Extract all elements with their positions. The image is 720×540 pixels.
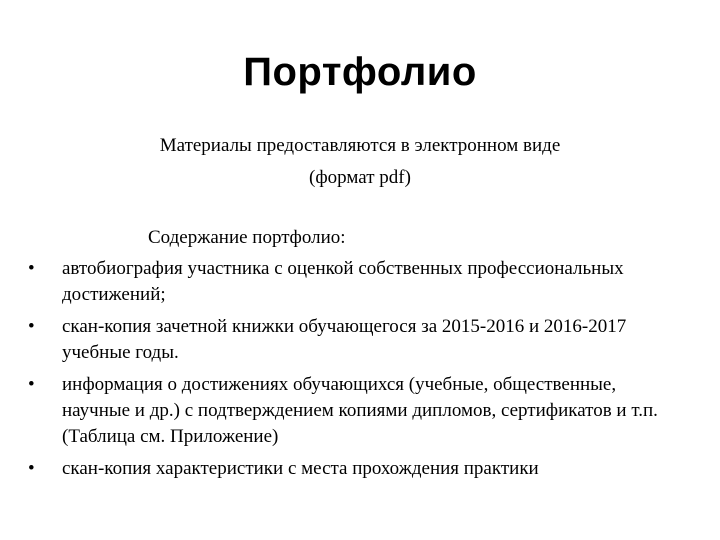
subtitle-line-2: (формат pdf)	[309, 167, 411, 188]
list-item	[28, 256, 668, 308]
bullet-icon: •	[28, 458, 35, 479]
bullet-icon: •	[28, 258, 35, 279]
bullet-list	[28, 256, 668, 488]
bullet-icon: •	[28, 316, 35, 337]
list-item	[28, 314, 668, 366]
list-item-text: скан-копия зачетной книжки обучающегося за 2015-2016 и 2016-2017 учебные годы.	[62, 316, 627, 363]
subtitle-line-1: Материалы предоставляются в электронном виде	[159, 135, 561, 156]
bullet-icon: •	[28, 374, 35, 395]
section-heading: Содержание портфолио:	[148, 227, 346, 248]
list-item	[28, 456, 668, 482]
list-item-text: скан-копия характеристики с места прохождения практики	[62, 458, 539, 479]
list-item	[28, 372, 668, 450]
slide-title: Портфолио	[243, 50, 477, 94]
list-item-text: автобиография участника с оценкой собственных профессиональных достижений;	[62, 258, 624, 305]
list-item-text: информация о достижениях обучающихся (учебные, общественные, научные и др.) с подтверждением копиями дипломов, сертификатов и т.п. (Таблица см. Приложение)	[62, 374, 658, 447]
